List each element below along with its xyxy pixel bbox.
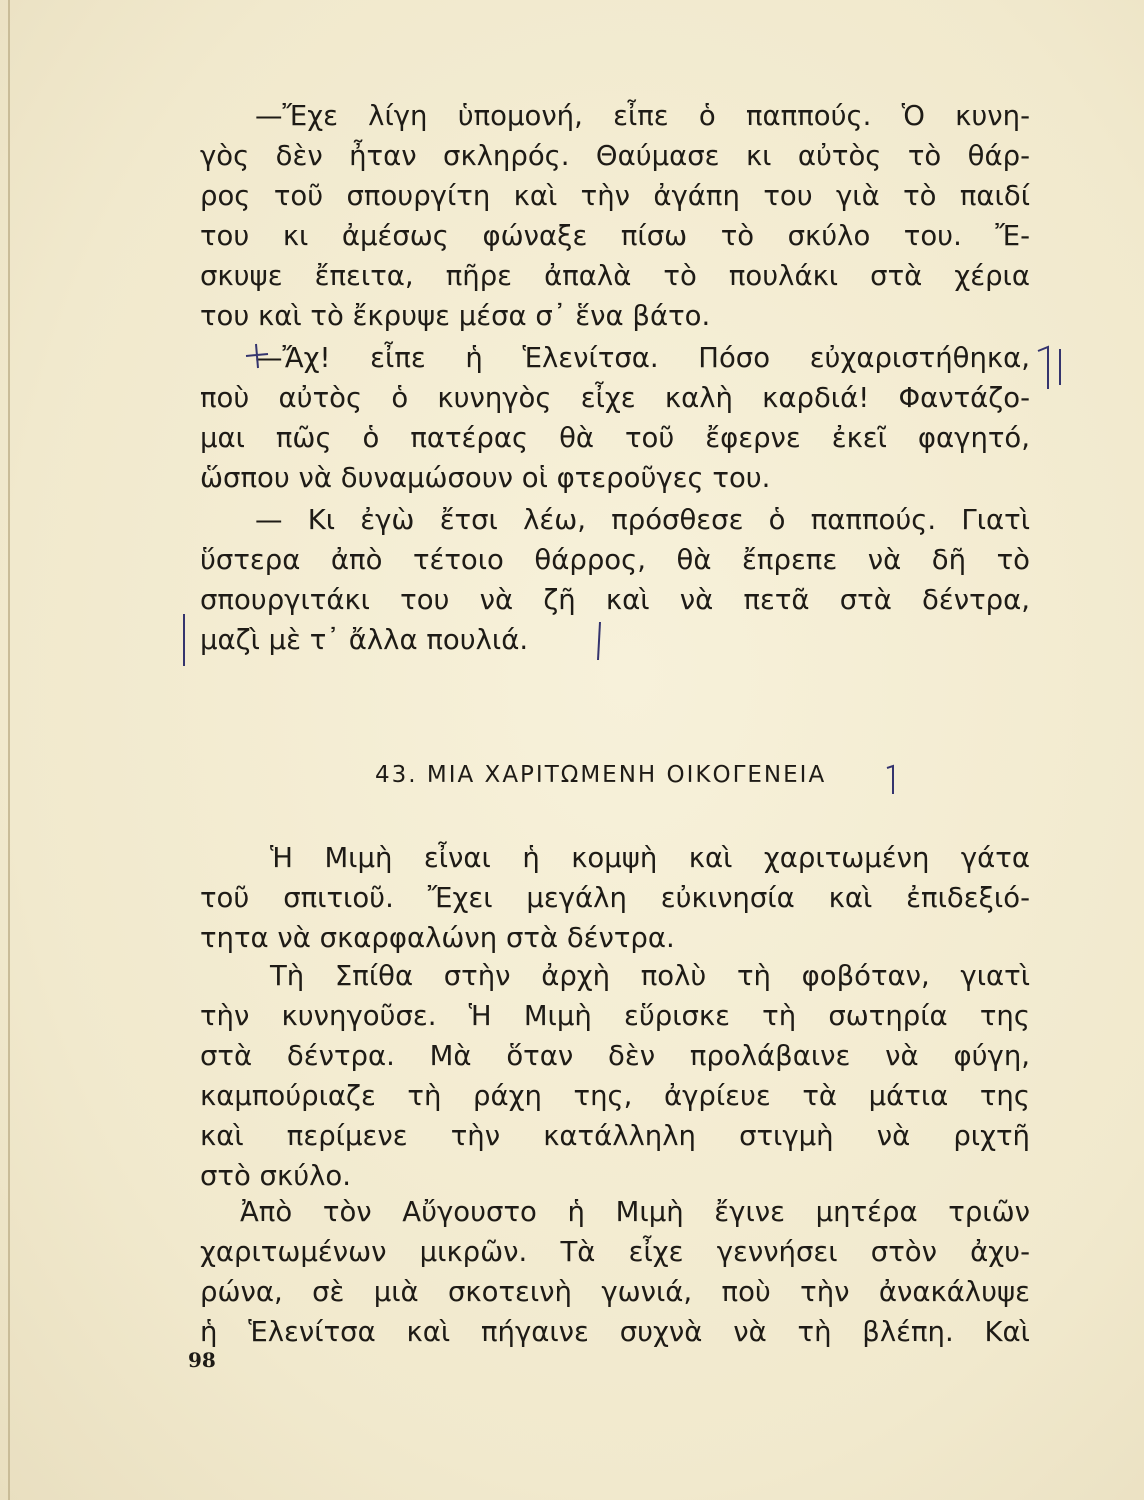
- text-line: σπουργιτάκι του νὰ ζῆ καὶ νὰ πετᾶ στὰ δέντρα,: [200, 584, 1030, 616]
- text-line: ὕστερα ἀπὸ τέτοιο θάρρος, θὰ ἔπρεπε νὰ δῆ τὸ: [200, 544, 1030, 576]
- text-line: Τὴ Σπίθα στὴν ἀρχὴ πολὺ τὴ φοβόταν, γιατὶ: [270, 960, 1030, 992]
- text-line: χαριτωμένων μικρῶν. Τὰ εἶχε γεννήσει στὸν ἀχυ-: [200, 1236, 1030, 1268]
- paragraph-dialogue-elenitsa: [200, 338, 1030, 498]
- text-line: τοῦ σπιτιοῦ. Ἔχει μεγάλη εὐκινησία καὶ ἐπιδεξιό-: [200, 882, 1030, 914]
- text-line: γὸς δὲν ἦταν σκληρός. Θαύμασε κι αὐτὸς τὸ θάρ-: [200, 140, 1030, 172]
- text-line: στὸ σκύλο.: [200, 1160, 351, 1192]
- paragraph-dialogue-grandfather-2: [200, 500, 1030, 660]
- paragraph-spitha: [200, 956, 1030, 1196]
- text-line: τητα νὰ σκαρφαλώνη στὰ δέντρα.: [200, 922, 675, 954]
- text-line: ὥσπου νὰ δυναμώσουν οἱ φτεροῦγες του.: [200, 462, 771, 494]
- section-heading: 43. ΜΙΑ ΧΑΡΙΤΩΜΕΝΗ ΟΙΚΟΓΕΝΕΙΑ: [375, 762, 827, 788]
- pencil-end-mark: [592, 618, 608, 664]
- text-line: ρος τοῦ σπουργίτη καὶ τὴν ἀγάπη του γιὰ τὸ παιδί: [200, 180, 1030, 212]
- text-line: καὶ περίμενε τὴν κατάλληλη στιγμὴ νὰ ριχτῆ: [200, 1120, 1030, 1152]
- pencil-heading-bracket: [884, 760, 900, 800]
- text-line: ρώνα, σὲ μιὰ σκοτεινὴ γωνιά, ποὺ τὴν ἀνακάλυψε: [200, 1276, 1030, 1308]
- paragraph-dialogue-grandfather: [200, 96, 1030, 336]
- text-line: Ἀπὸ τὸν Αὔγουστο ἡ Μιμὴ ἔγινε μητέρα τριῶν: [240, 1196, 1030, 1228]
- pencil-margin-mark: [176, 610, 192, 670]
- pencil-cross-mark: [242, 340, 272, 370]
- text-line: στὰ δέντρα. Μὰ ὅταν δὲν προλάβαινε νὰ φύγη,: [200, 1040, 1030, 1072]
- text-line: —Ἔχε λίγη ὑπομονή, εἶπε ὁ παππούς. Ὁ κυνη-: [255, 100, 1030, 132]
- paragraph-mimi-intro: [200, 838, 1030, 958]
- text-line: —Ἄχ! εἶπε ἡ Ἑλενίτσα. Πόσο εὐχαριστήθηκα,: [255, 342, 1030, 374]
- page-edge-line: [8, 0, 10, 1500]
- paragraph-august: [200, 1192, 1030, 1352]
- text-line: μαζὶ μὲ τ᾿ ἄλλα πουλιά.: [200, 624, 529, 656]
- text-line: μαι πῶς ὁ πατέρας θὰ τοῦ ἔφερνε ἐκεῖ φαγητό,: [200, 422, 1030, 454]
- pencil-bracket-mark: [1030, 345, 1070, 395]
- text-line: τὴν κυνηγοῦσε. Ἡ Μιμὴ εὕρισκε τὴ σωτηρία της: [200, 1000, 1030, 1032]
- text-line: του καὶ τὸ ἔκρυψε μέσα σ᾿ ἕνα βάτο.: [200, 300, 711, 332]
- text-line: ἡ Ἑλενίτσα καὶ πήγαινε συχνὰ νὰ τὴ βλέπη. Καὶ: [200, 1316, 1030, 1348]
- text-line: ποὺ αὐτὸς ὁ κυνηγὸς εἶχε καλὴ καρδιά! Φαντάζο-: [200, 382, 1030, 414]
- text-line: του κι ἀμέσως φώναξε πίσω τὸ σκύλο του. Ἔ-: [200, 220, 1030, 252]
- text-line: καμπούριαζε τὴ ράχη της, ἀγρίευε τὰ μάτια της: [200, 1080, 1030, 1112]
- page-number: 98: [188, 1348, 216, 1372]
- text-line: Ἡ Μιμὴ εἶναι ἡ κομψὴ καὶ χαριτωμένη γάτα: [270, 842, 1030, 874]
- text-line: σκυψε ἔπειτα, πῆρε ἀπαλὰ τὸ πουλάκι στὰ χέρια: [200, 260, 1030, 292]
- text-line: — Κι ἐγὼ ἔτσι λέω, πρόσθεσε ὁ παππούς. Γιατὶ: [255, 504, 1030, 536]
